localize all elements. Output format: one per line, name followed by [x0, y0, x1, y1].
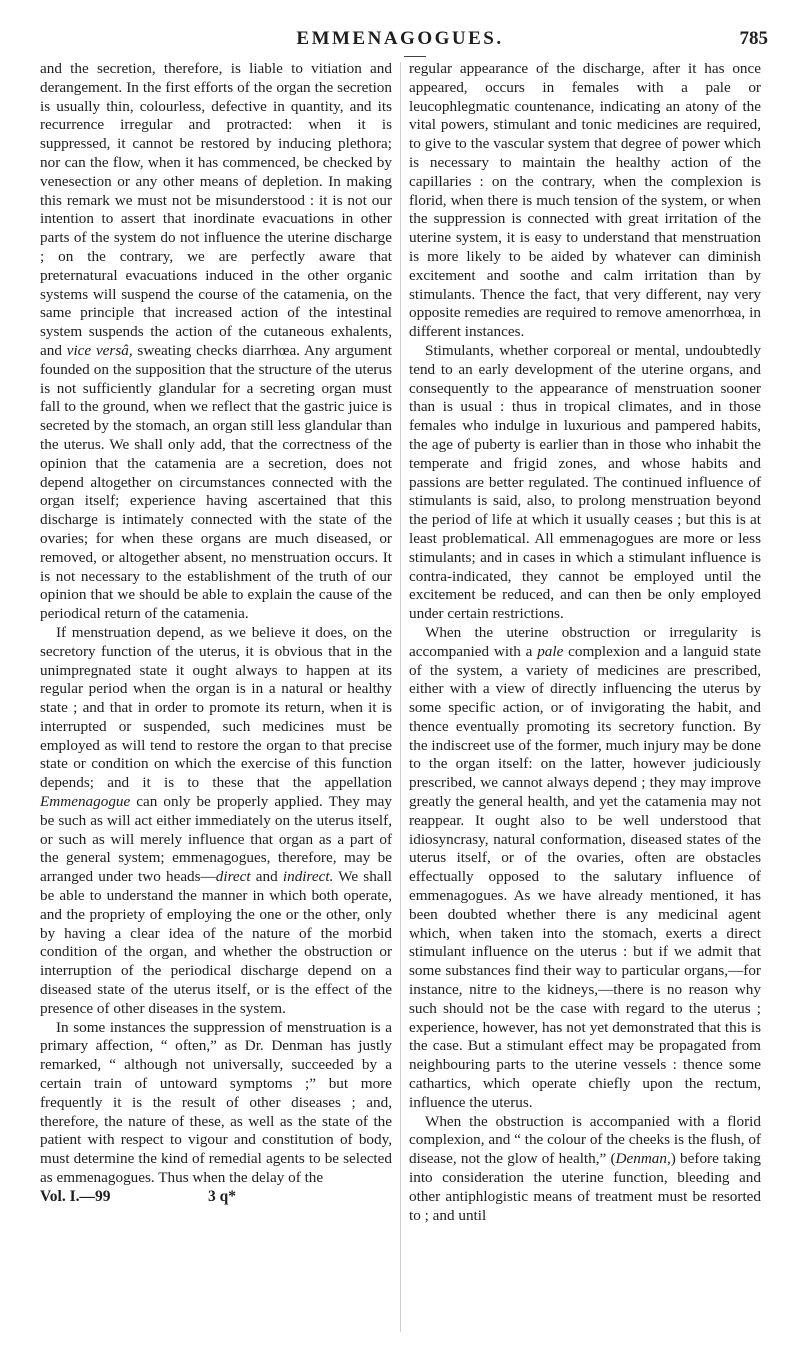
text-run: If menstruation depend, as we believe it does, on the secretory function of the uterus, it is obvious that in the unimpregnated state it ought always to happen at its regular period when the organ is in a natural or healthy state ; and that in order to promote its return, when it is interrupted or suspended, such medicines must be employed as will tend to restore the organ to that precise state or condition on which the exercise of this function depends; and it is to these that the appellation [40, 623, 392, 792]
running-title: EMMENAGOGUES. [296, 28, 504, 49]
text-run: When the obstruction is accompanied with a florid complexion, and “ the colour of the cheeks is the flush, of disease, not the glow of health,” ( [409, 1112, 761, 1168]
italic-text: Denman, [615, 1150, 671, 1168]
italic-text: pale [537, 642, 564, 660]
italic-text: direct [215, 868, 251, 886]
page-number: 785 [739, 28, 768, 49]
paragraph [409, 624, 761, 1113]
left-column [40, 60, 392, 1207]
paragraph: In some instances the suppression of menstruation is a primary affection, “ often,” as Dr. Denman has justly remarked, “ although not universally, succeeded by a certain train of untoward symptoms ;” but more frequently it is the result of other diseases ; and, therefore, the nature of these, as well as the state of the patient with respect to vigour and constitution of body, must determine the kind of remedial agents to be selected as emmenagogues. Thus when the delay of the [40, 1018, 392, 1187]
italic-text: indirect. [282, 868, 334, 886]
volume-signature: Vol. I.—99 [40, 1187, 111, 1205]
text-run: We shall be able to understand the manner in which both operate, and the propriety of employing the one or the other, only by having a clear idea of the nature of the morbid condition of the organ, and whether the obstruction or interruption of the periodical discharge depend on a diseased state of the uterus itself, or is the effect of the presence of other diseases in the system. [40, 868, 392, 1017]
text-run: complexion and a languid state of the system, a variety of medicines are prescribed, either with a view of directly influencing the uterus by some specific action, or of invigorating the habit, and thence eventually promoting its secretory function. By the indiscreet use of the former, much injury may be done to the organ itself: on the latter, however judiciously prescribed, we cannot always depend ; they may improve greatly the general health, and yet the catamenia may not reappear. It ought also to be well understood that idiosyncrasy, natural conformation, diseased states of the uterus itself, or of the ovaries, often are obstacles effectually opposed to the salutary influence of emmenagogues. As we have already mentioned, it has been doubted whether there is any medicinal agent which, when taken into the stomach, exerts a direct stimulant influence on the uterus : but if we admit that some substances find their way to particular organs,—for instance, nitre to the kidneys,—there is no reason why such should not be the case with regard to the uterus ; experience, however, has not yet demonstrated that this is the case. But a stimulant effect may be propagated from neighbouring parts to the uterine vessels : thence some cathartics, which operate chiefly upon the rectum, influence the uterus. [409, 642, 761, 1111]
text-run: sweating checks diarrhœa. Any argument founded on the supposition that the structure of the uterus is not sufficiently glandular for a secreting organ must fall to the ground, when we reflect that the gastric juice is secreted by the stomach, an organ still less glandular than the uterus. We shall only add, that the correctness of the opinion that the catamenia are a secretion, does not depend altogether on circumstances connected with the organ itself; experience having ascertained that this discharge is intimately connected with the state of the ovaries; for when these organs are much diseased, or removed, or altogether absent, no menstruation occurs. It is not necessary to the establishment of the truth of our opinion that we should be able to explain the cause of the periodical return of the catamenia. [40, 341, 392, 623]
paragraph [40, 624, 392, 1019]
page-header [0, 28, 800, 58]
sheet-signature: 3 q* [208, 1187, 236, 1205]
text-run: and [250, 868, 283, 886]
italic-text: Emmenagogue [40, 793, 131, 811]
paragraph: regular appearance of the discharge, after it has once appeared, occurs in females with a pale or leucophlegmatic countenance, indicating an atony of the vital powers, stimulant and tonic medicines are required, to give to the vascular system that degree of power which is necessary to maintain the healthy action of the capillaries : on the contrary, when the complexion is florid, when there is much tension of the system, or when the suppression is connected with great irritation of the uterine system, it is easy to understand that menstruation is more likely to be aided by whatever can diminish excitement and soothe and calm irritation than by stimulants. Thence the fact, that very different, nay very opposite remedies are required to remove amenorrhœa, in different instances. [409, 60, 761, 341]
italic-text: vice versâ, [66, 341, 133, 359]
paragraph [40, 60, 392, 624]
right-column [409, 60, 761, 1225]
header-ornament-rule [404, 56, 426, 57]
signature-line [40, 1188, 236, 1207]
text-run: and the secretion, therefore, is liable to vitiation and derangement. In the first efforts of the organ the secretion is usually thin, colourless, defective in quantity, and its recurrence irregular and protracted: when it is suppressed, it cannot be restored by inducing plethora; nor can the flow, when it has commenced, be checked by venesection or any other means of depletion. In making this remark we must not be misunderstood : it is not our intention to assert that inordinate evacuations in other parts of the system do not influence the uterine discharge ; on the contrary, we are perfectly aware that preternatural evacuations induced in the other organic systems will suspend the course of the catamenia, on the same principle that increased action of the intestinal system suspends the action of the cutaneous exhalents, and [40, 60, 392, 359]
text-run: can only be properly applied. They may be such as will act either immediately on the uterus itself, or such as will merely influence that organ as a part of the general system; emmenagogues, therefore, may be arranged under two heads— [40, 793, 392, 886]
paragraph: Stimulants, whether corporeal or mental, undoubtedly tend to an early development of the uterine organs, and consequently to the appearance of menstruation sooner than is usual : thus in tropical climates, and in those females who indulge in luxurious and pampered habits, the age of puberty is earlier than in those who inhabit the temperate and frigid zones, and whose habits and passions are better regulated. The continued influence of stimulants is said, also, to prolong menstruation beyond the period of life at which it usually ceases ; but this is at least problematical. All emmenagogues are more or less stimulants; and in cases in which a stimulant influence is contra-indicated, they cannot be employed until the excitement be reduced, and can then be only employed under certain restrictions. [409, 341, 761, 623]
text-run: ) before taking into consideration the uterine function, bleeding and other antiphlogistic means of treatment must be resorted to ; and until [409, 1150, 761, 1224]
paragraph [409, 1113, 761, 1226]
column-divider [400, 62, 401, 1332]
text-run: When the uterine obstruction or irregularity is accompanied with a [409, 623, 761, 660]
